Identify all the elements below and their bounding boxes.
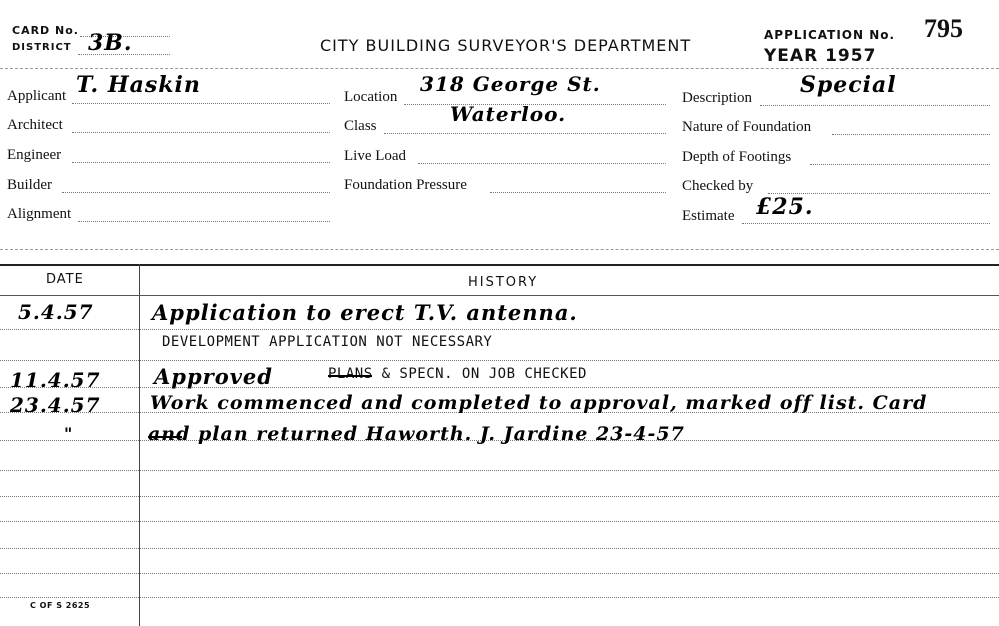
description-value: Special [800, 72, 897, 98]
row4-entry: Work commenced and completed to approval, marked off list. Card [150, 392, 928, 414]
fields-divider [0, 249, 999, 250]
date-header: DATE [46, 272, 84, 287]
district-label: DISTRICT [12, 42, 72, 53]
row3-stamp: PLANS & SPECN. ON JOB CHECKED [328, 366, 587, 382]
alignment-label: Alignment [7, 206, 72, 222]
engineer-label: Engineer [7, 147, 62, 163]
application-no-value: 795 [924, 14, 963, 43]
history-header: HISTORY [468, 275, 539, 290]
form-number: C OF S 2625 [30, 601, 91, 610]
location-label: Location [344, 89, 398, 105]
row1-date: 5.4.57 [18, 300, 94, 324]
row5-date: " [64, 424, 74, 443]
district-value: 3B. [88, 30, 133, 56]
applicant-value: T. Haskin [76, 72, 201, 98]
department-title: CITY BUILDING SURVEYOR'S DEPARTMENT [320, 36, 692, 55]
applicant-label: Applicant [7, 88, 67, 104]
live-load-label: Live Load [344, 148, 407, 164]
class-label: Class [344, 118, 377, 134]
checked-by-label: Checked by [682, 178, 754, 194]
year-label: YEAR 1957 [764, 46, 877, 66]
builder-label: Builder [7, 177, 52, 193]
architect-label: Architect [7, 117, 63, 133]
location-value-2: Waterloo. [450, 102, 567, 126]
row2-entry: DEVELOPMENT APPLICATION NOT NECESSARY [162, 334, 493, 350]
location-value-1: 318 George St. [420, 72, 601, 96]
row4-date: 23.4.57 [10, 393, 101, 417]
row3-date: 11.4.57 [10, 368, 101, 392]
row5-strikethrough [148, 436, 182, 438]
application-no-label: APPLICATION No. [764, 28, 896, 42]
row1-entry: Application to erect T.V. antenna. [152, 300, 578, 325]
description-label: Description [682, 90, 752, 106]
stamp-strikethrough [328, 375, 372, 377]
row5-entry: and plan returned Haworth. J. Jardine 23-4-57 [148, 423, 685, 445]
date-column-divider [139, 264, 140, 626]
depth-of-footings-label: Depth of Footings [682, 149, 792, 165]
nature-of-foundation-label: Nature of Foundation [682, 119, 812, 135]
table-top-rule [0, 264, 999, 266]
foundation-pressure-label: Foundation Pressure [344, 177, 467, 193]
row3-entry: Approved [154, 364, 273, 389]
card-no-label: CARD No. [12, 24, 79, 37]
estimate-label: Estimate [682, 208, 735, 224]
estimate-value: £25. [756, 194, 814, 220]
header-divider [0, 68, 999, 69]
